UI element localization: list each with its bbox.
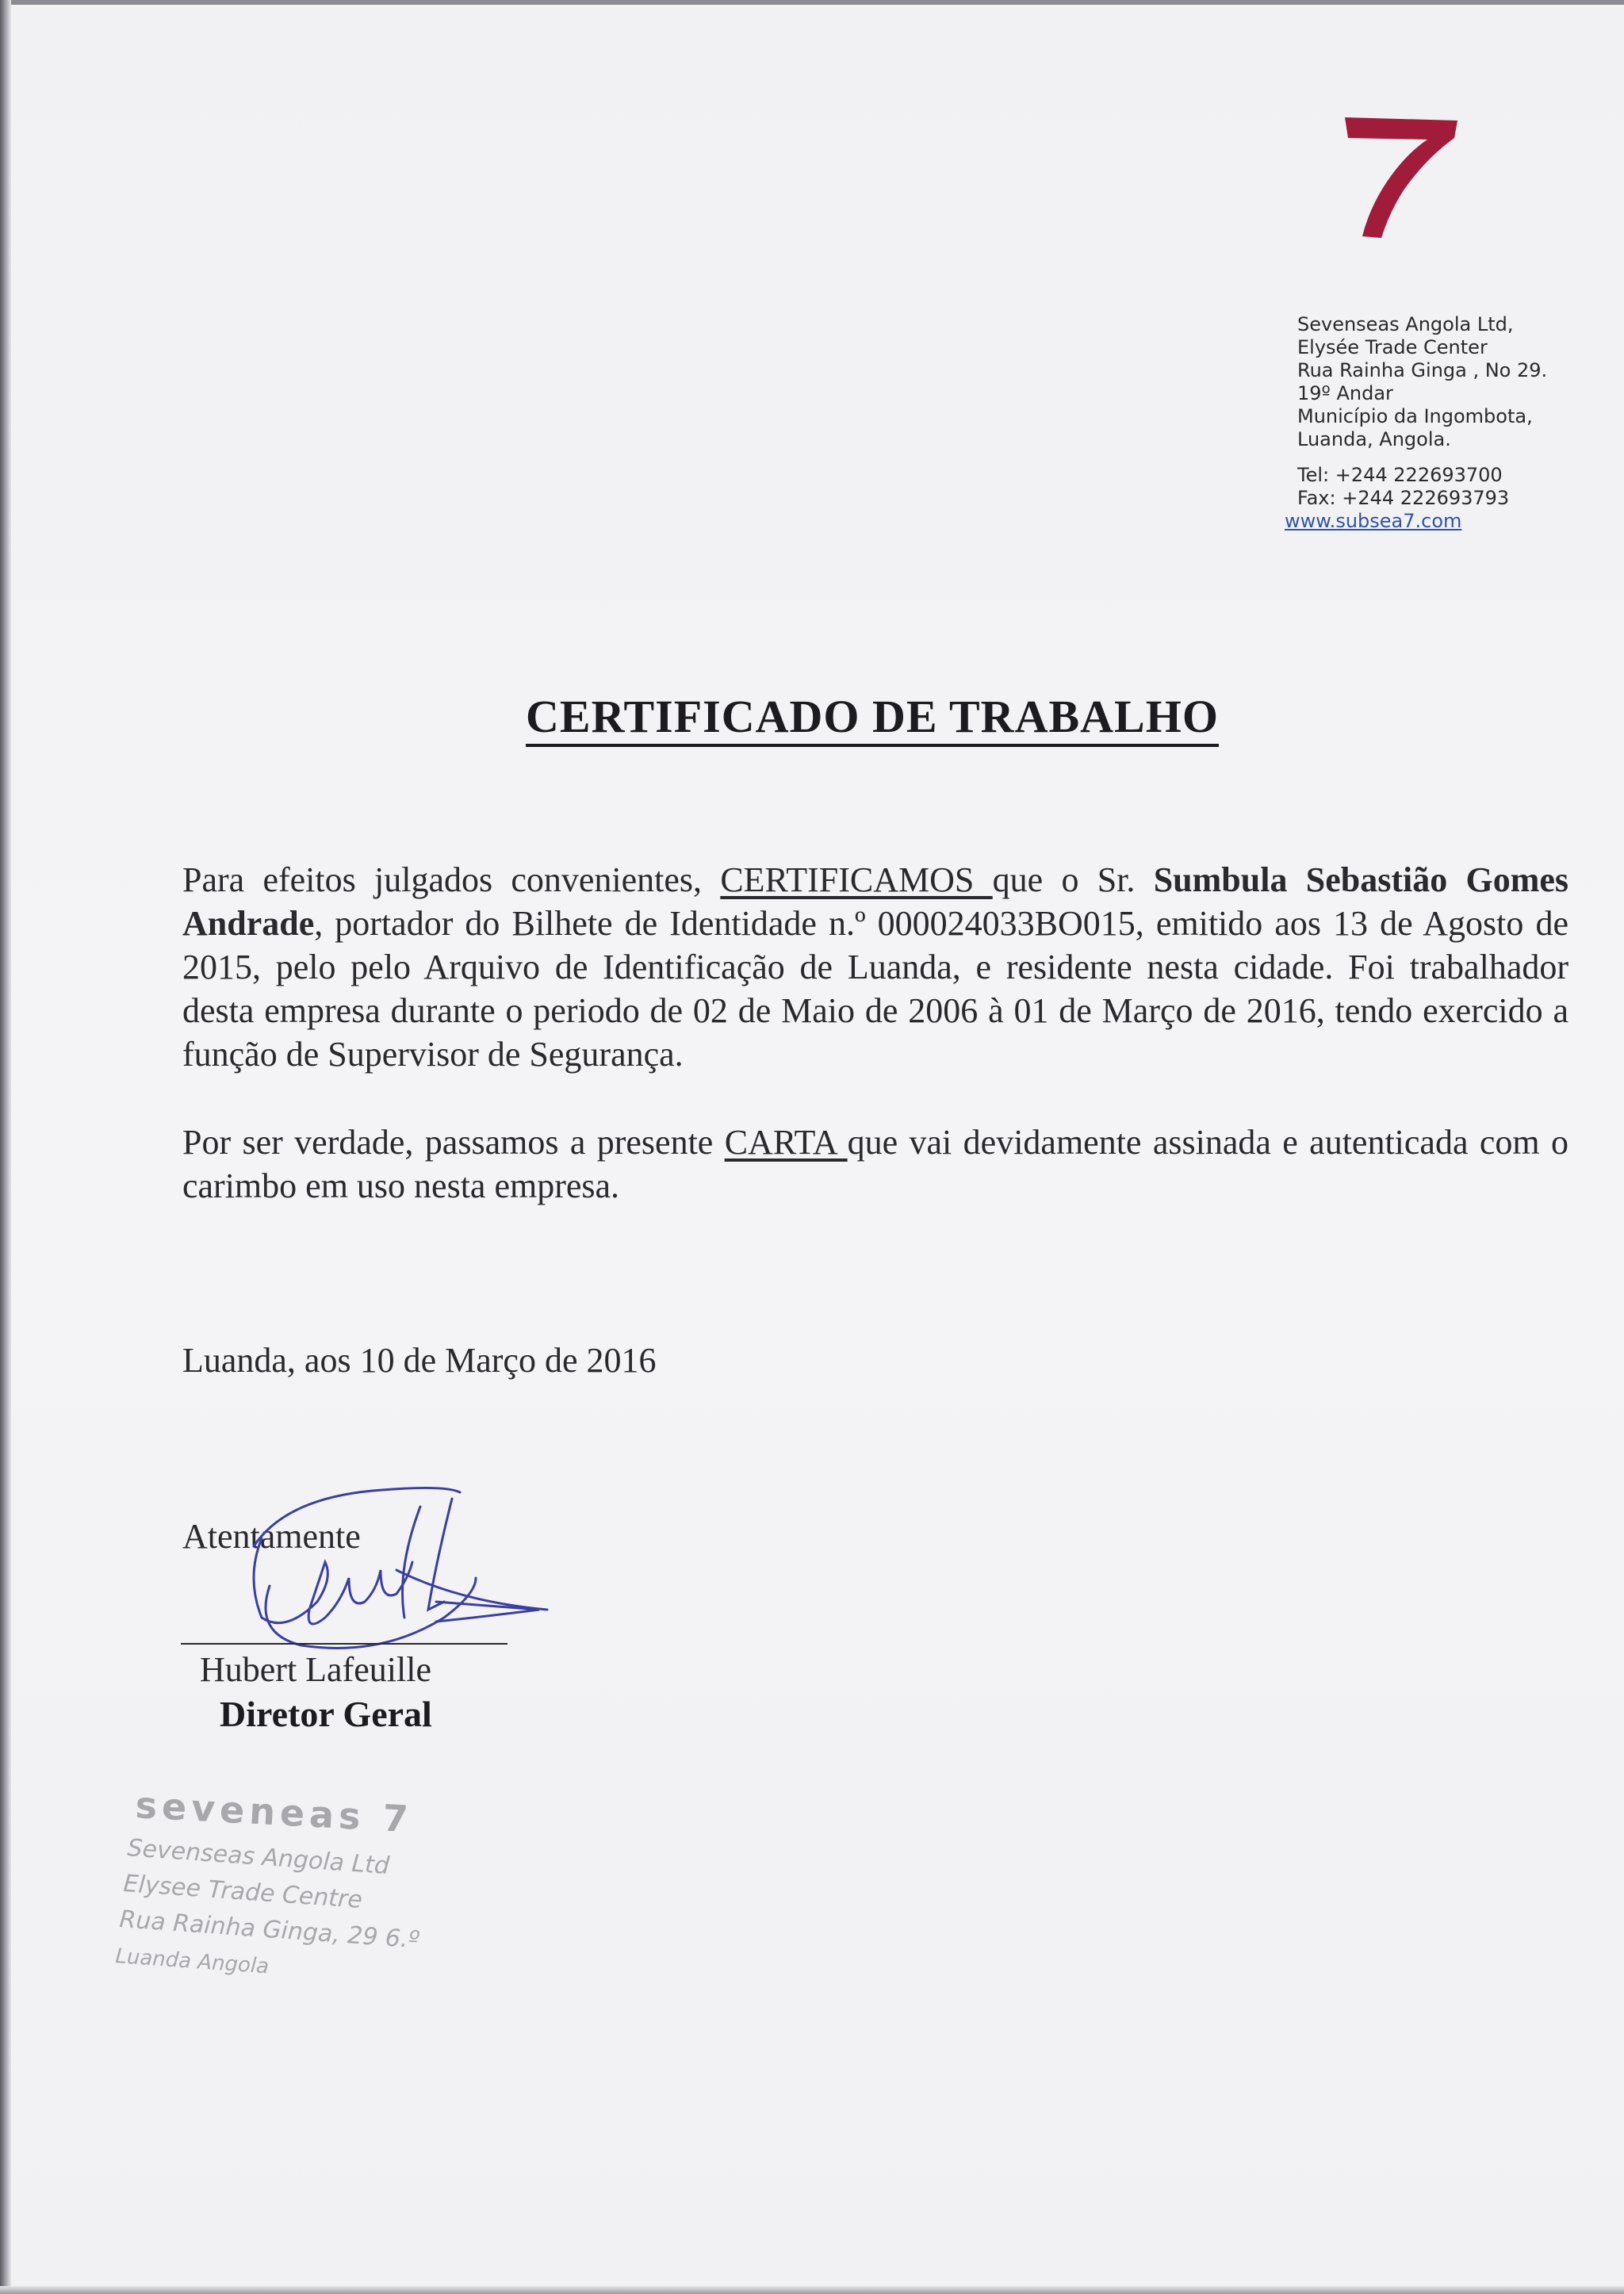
scan-edge-left bbox=[0, 0, 11, 2294]
signatory-role: Diretor Geral bbox=[220, 1694, 432, 1734]
carta-keyword: CARTA bbox=[724, 1123, 848, 1162]
phone-number: Tel: +244 222693700 bbox=[1297, 464, 1503, 486]
address-line: 19º Andar bbox=[1297, 382, 1393, 404]
date-line: Luanda, aos 10 de Março de 2016 bbox=[182, 1341, 657, 1380]
handwritten-signature bbox=[238, 1483, 555, 1665]
address-line: Elysée Trade Center bbox=[1297, 336, 1488, 358]
paragraph-text: que vai devidamente assinada e autenticada com o carimbo em uso nesta empresa. bbox=[182, 1123, 1569, 1205]
website-link[interactable]: www.subsea7.com bbox=[1285, 510, 1462, 532]
signatory-name: Hubert Lafeuille bbox=[200, 1650, 431, 1689]
stamp-brand: seveneas 7 bbox=[134, 1783, 414, 1841]
fax-number: Fax: +244 222693793 bbox=[1297, 487, 1510, 509]
stamp-line: Rua Rainha Ginga, 29 6.º bbox=[118, 1905, 420, 1955]
address-line: Município da Ingombota, bbox=[1297, 405, 1533, 427]
paragraph-intro: Para efeitos julgados convenientes, bbox=[182, 860, 721, 899]
address-line: Sevenseas Angola Ltd, bbox=[1297, 313, 1514, 335]
certificate-paragraph bbox=[182, 858, 1568, 1076]
paragraph-text: , portador do Bilhete de Identidade n.º 000024033BO015, emitido aos 13 de Agosto de 2015, pelo pelo Arquivo de Identificação de Luanda, e residente nesta cidade. Foi trabalhador desta empresa durante o periodo de 02 de Maio de 2006 à 01 de Março de 2016, tendo exercido a função de Supervisor de Segurança. bbox=[182, 904, 1568, 1074]
scan-edge-top bbox=[0, 0, 1624, 5]
document-title bbox=[0, 690, 1624, 743]
signature-line bbox=[181, 1643, 508, 1645]
scan-edge-bottom bbox=[0, 2286, 1624, 2294]
stamp-line: Luanda Angola bbox=[114, 1944, 270, 1979]
closing-salutation: Atentamente bbox=[182, 1517, 361, 1556]
paragraph-intro: Por ser verdade, passamos a presente bbox=[182, 1123, 725, 1162]
certify-keyword: CERTIFICAMOS bbox=[720, 860, 993, 899]
document-title-text: CERTIFICADO DE TRABALHO bbox=[526, 691, 1219, 747]
company-stamp bbox=[103, 1776, 579, 1982]
employee-name: Sumbula Sebastião Gomes Andrade bbox=[182, 860, 1568, 943]
address-line: Rua Rainha Ginga , No 29. bbox=[1297, 359, 1548, 381]
paragraph-text: que o Sr. bbox=[992, 860, 1154, 899]
stamp-line: Elysee Trade Centre bbox=[122, 1870, 364, 1915]
subsea7-logo-icon bbox=[1339, 111, 1465, 246]
stamp-line: Sevenseas Angola Ltd bbox=[126, 1834, 391, 1881]
address-line: Luanda, Angola. bbox=[1297, 428, 1451, 450]
closing-paragraph bbox=[182, 1120, 1568, 1208]
company-address bbox=[1285, 313, 1583, 533]
